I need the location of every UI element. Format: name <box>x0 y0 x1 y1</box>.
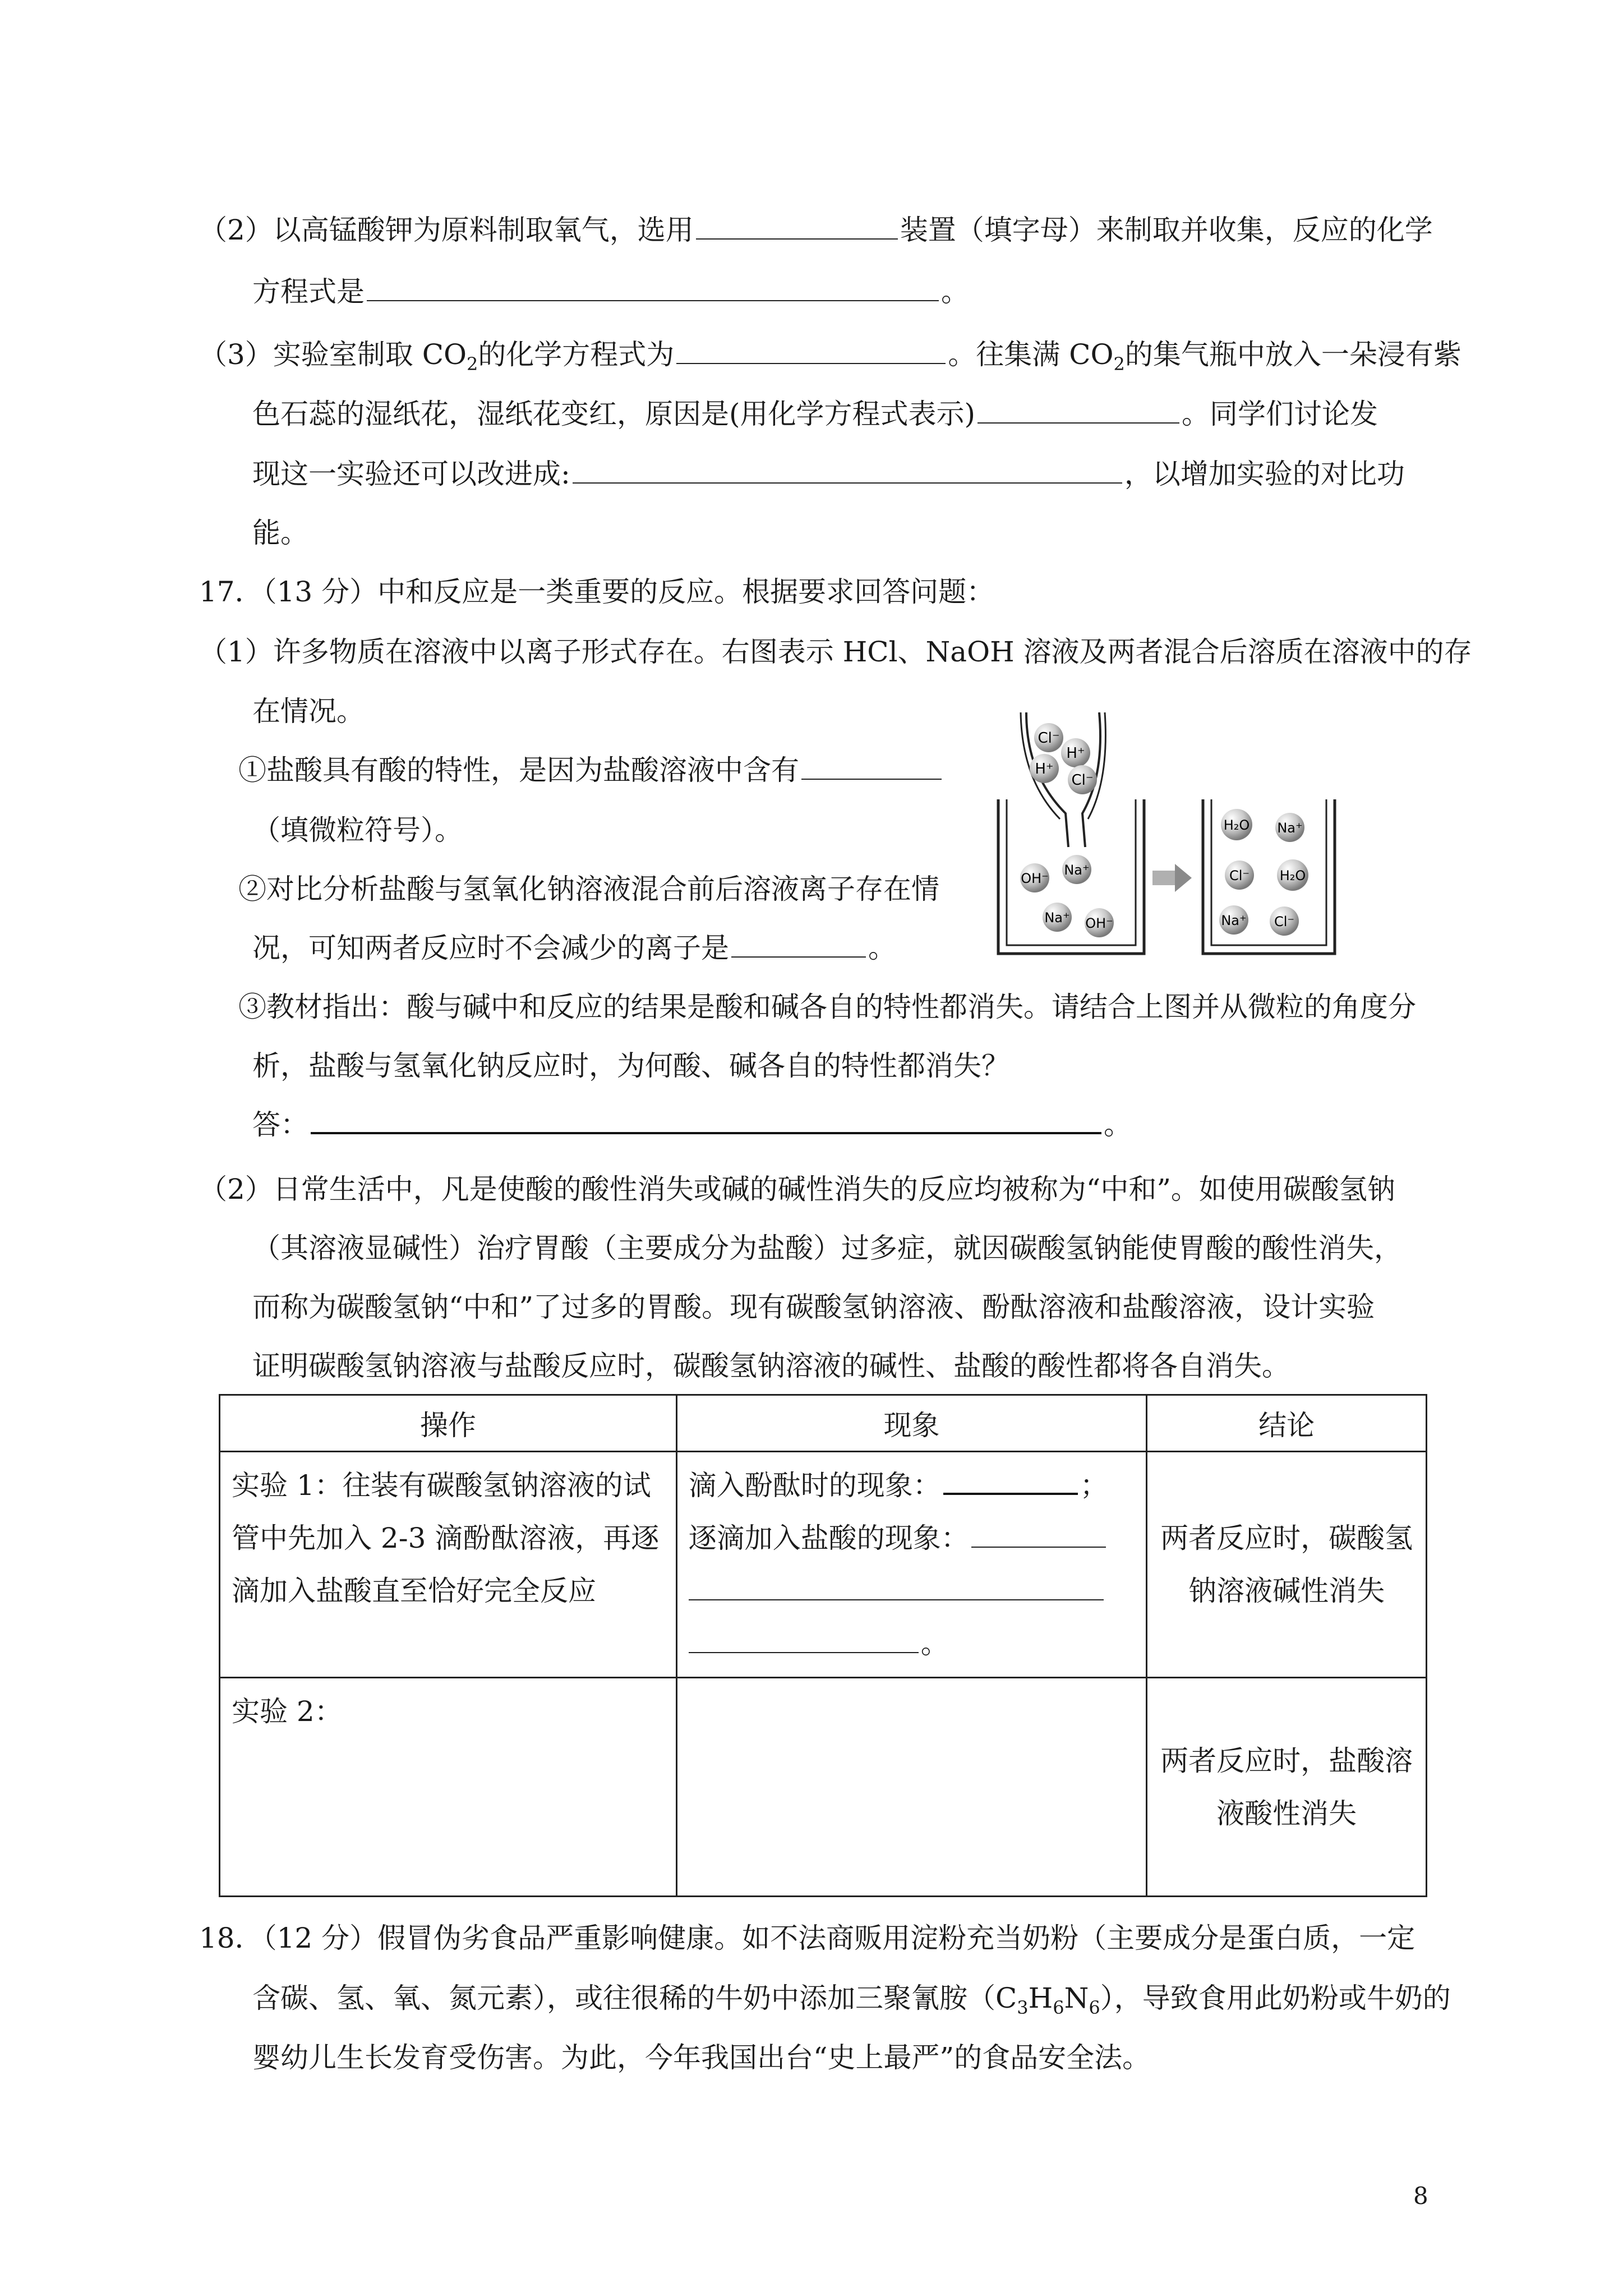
beaker-before <box>998 799 1144 954</box>
text: （3）实验室制取 CO <box>199 338 467 371</box>
ion-label: H₂O <box>1279 868 1306 884</box>
q17-p1-line2: 在情况。 <box>252 695 365 728</box>
q16-p3-line1 <box>199 335 1461 374</box>
text: ，以增加实验的对比功 <box>1124 458 1405 490</box>
text: ； <box>1080 1469 1108 1502</box>
phenomenon-line1 <box>689 1459 1135 1512</box>
text: 钠溶液碱性消失 <box>1188 1575 1385 1607</box>
answer-label: 答： <box>252 1108 308 1141</box>
q17-p2-line1: （2）日常生活中，凡是使酸的酸性消失或碱的碱性消失的反应均被称为“中和”。如使用碳酸氢钠 <box>199 1173 1395 1205</box>
text: 管中先加入 2-3 滴酚酞溶液，再逐 <box>232 1522 660 1554</box>
text: 两者反应时，盐酸溶 <box>1160 1744 1413 1777</box>
phenomenon-cell[interactable] <box>676 1678 1147 1897</box>
conclusion-cell <box>1147 1678 1427 1897</box>
ion-label: OH⁻ <box>1021 871 1049 886</box>
text: 的集气瓶中放入一朵浸有紫 <box>1124 338 1461 371</box>
answer-blank[interactable] <box>689 1572 1104 1600</box>
phenomenon-line2 <box>689 1512 1135 1565</box>
text: 的化学方程式为 <box>478 338 675 371</box>
q17-answer-line <box>252 1105 1132 1144</box>
ion-label: Na⁺ <box>1064 862 1090 878</box>
q16-p3-line2 <box>252 394 1378 434</box>
text: ①盐酸具有酸的特性，是因为盐酸溶液中含有 <box>238 754 799 786</box>
q17-p2-line2: （其溶液显碱性）治疗胃酸（主要成分为盐酸）过多症，就因碳酸氢钠能使胃酸的酸性消失， <box>252 1232 1402 1264</box>
q17-s1-line1 <box>238 751 944 790</box>
text: 两者反应时，碳酸氢 <box>1160 1522 1413 1554</box>
text: 含碳、氢、氧、氮元素），或往很稀的牛奶中添加三聚氰胺（C <box>252 1982 1017 2014</box>
subscript: 6 <box>1053 1997 1064 2018</box>
text: （2）以高锰酸钾为原料制取氧气，选用 <box>199 214 694 246</box>
ion-label: OH⁻ <box>1085 915 1113 931</box>
phenomenon-cell <box>676 1452 1147 1678</box>
text: 滴加入盐酸直至恰好完全反应 <box>232 1575 596 1607</box>
text: H <box>1028 1982 1053 2014</box>
ion-label: H⁺ <box>1066 745 1085 762</box>
column-header: 现象 <box>676 1395 1147 1452</box>
text: 现这一实验还可以改进成: <box>252 458 570 490</box>
q17-s3-line1: ③教材指出：酸与碱中和反应的结果是酸和碱各自的特性都消失。请结合上图并从微粒的角度分 <box>238 991 1416 1023</box>
ion-label: H⁺ <box>1035 761 1054 777</box>
text: 方程式是 <box>252 275 365 308</box>
answer-blank[interactable] <box>943 1466 1078 1495</box>
text: 。同学们讨论发 <box>1182 398 1378 430</box>
q17-p1-line1: （1）许多物质在溶液中以离子形式存在。右图表示 HCl、NaOH 溶液及两者混合后溶质在溶液中的存 <box>199 636 1472 668</box>
q18-line1: 18．（12 分）假冒伪劣食品严重影响健康。如不法商贩用淀粉充当奶粉（主要成分是蛋白质，一定 <box>199 1922 1415 1954</box>
ion-label: H₂O <box>1223 817 1250 833</box>
page-number: 8 <box>1413 2182 1428 2210</box>
experiment-table <box>219 1394 1427 1897</box>
text: 装置（填字母）来制取并收集，反应的化学 <box>900 214 1433 246</box>
answer-blank[interactable] <box>971 1520 1106 1548</box>
funnel-ions <box>1030 723 1097 794</box>
ion-label: Cl⁻ <box>1038 730 1060 747</box>
text: ），导致食用此奶粉或牛奶的 <box>1100 1982 1451 2014</box>
q18-line3: 婴幼儿生长发育受伤害。为此，今年我国出台“史上最严”的食品安全法。 <box>252 2041 1151 2074</box>
answer-blank[interactable] <box>696 211 898 240</box>
subscript: 2 <box>1113 353 1125 375</box>
ion-label: Na⁺ <box>1277 820 1303 836</box>
text: 。 <box>941 275 969 308</box>
text: 逐滴加入盐酸的现象： <box>688 1522 969 1554</box>
column-header: 操作 <box>220 1395 677 1452</box>
arrow-icon <box>1152 864 1192 892</box>
ion-label: Cl⁻ <box>1229 868 1250 884</box>
ion-label: Cl⁻ <box>1071 772 1094 789</box>
text: 。往集满 CO <box>948 338 1114 371</box>
ion-label: Cl⁻ <box>1274 914 1295 930</box>
beaker-after <box>1203 799 1335 954</box>
operation-cell <box>220 1452 677 1678</box>
subscript: 2 <box>466 353 478 375</box>
q16-p3-line3 <box>252 454 1405 494</box>
text: 况，可知两者反应时不会减少的离子是 <box>252 932 729 964</box>
ion-label: Na⁺ <box>1221 913 1247 928</box>
phenomenon-line3 <box>689 1565 1135 1617</box>
answer-blank[interactable] <box>689 1625 919 1653</box>
text: 实验 1：往装有碳酸氢钠溶液的试 <box>232 1469 651 1502</box>
text: 。 <box>868 932 896 964</box>
operation-cell[interactable] <box>220 1678 677 1897</box>
answer-blank[interactable] <box>801 752 942 780</box>
subscript: 3 <box>1017 1997 1029 2018</box>
q16-p2-line1 <box>199 210 1433 250</box>
text: 。 <box>920 1627 949 1660</box>
answer-blank[interactable] <box>731 930 866 958</box>
answer-blank[interactable] <box>311 1105 1101 1134</box>
ion-diagram <box>993 707 1441 970</box>
conclusion-cell <box>1147 1452 1427 1678</box>
answer-blank[interactable] <box>676 336 946 364</box>
table-row <box>220 1678 1427 1897</box>
q18-line2 <box>252 1978 1451 2018</box>
text: N <box>1064 1982 1089 2014</box>
q16-p3-line4: 能。 <box>252 517 308 549</box>
q17-s2-line2 <box>252 928 896 968</box>
text: 实验 2： <box>232 1695 343 1728</box>
answer-blank[interactable] <box>978 395 1179 424</box>
q17-p2-line3: 而称为碳酸氢钠“中和”了过多的胃酸。现有碳酸氢钠溶液、酚酞溶液和盐酸溶液，设计实验 <box>252 1291 1375 1323</box>
q17-p2-line4: 证明碳酸氢钠溶液与盐酸反应时，碳酸氢钠溶液的碱性、盐酸的酸性都将各自消失。 <box>252 1350 1290 1382</box>
text: 。 <box>1104 1108 1132 1141</box>
table-header-row <box>220 1395 1427 1452</box>
q17-s1-line2: （填微粒符号）。 <box>252 814 463 846</box>
phenomenon-line4 <box>689 1617 1135 1670</box>
column-header: 结论 <box>1147 1395 1427 1452</box>
answer-blank[interactable] <box>573 455 1122 484</box>
text: 滴入酚酞时的现象： <box>688 1469 941 1502</box>
q16-p2-line2 <box>252 272 969 311</box>
q17-heading: 17．（13 分）中和反应是一类重要的反应。根据要求回答问题： <box>199 576 995 608</box>
text: 液酸性消失 <box>1216 1797 1357 1830</box>
answer-blank[interactable] <box>367 273 939 301</box>
q17-s3-line2: 析，盐酸与氢氧化钠反应时，为何酸、碱各自的特性都消失？ <box>252 1050 1009 1082</box>
ion-label: Na⁺ <box>1044 910 1070 926</box>
text: 色石蕊的湿纸花，湿纸花变红，原因是(用化学方程式表示) <box>252 398 976 430</box>
subscript: 6 <box>1089 1997 1100 2018</box>
q17-s2-line1: ②对比分析盐酸与氢氧化钠溶液混合前后溶液离子存在情 <box>238 873 939 905</box>
table-row <box>220 1452 1427 1678</box>
